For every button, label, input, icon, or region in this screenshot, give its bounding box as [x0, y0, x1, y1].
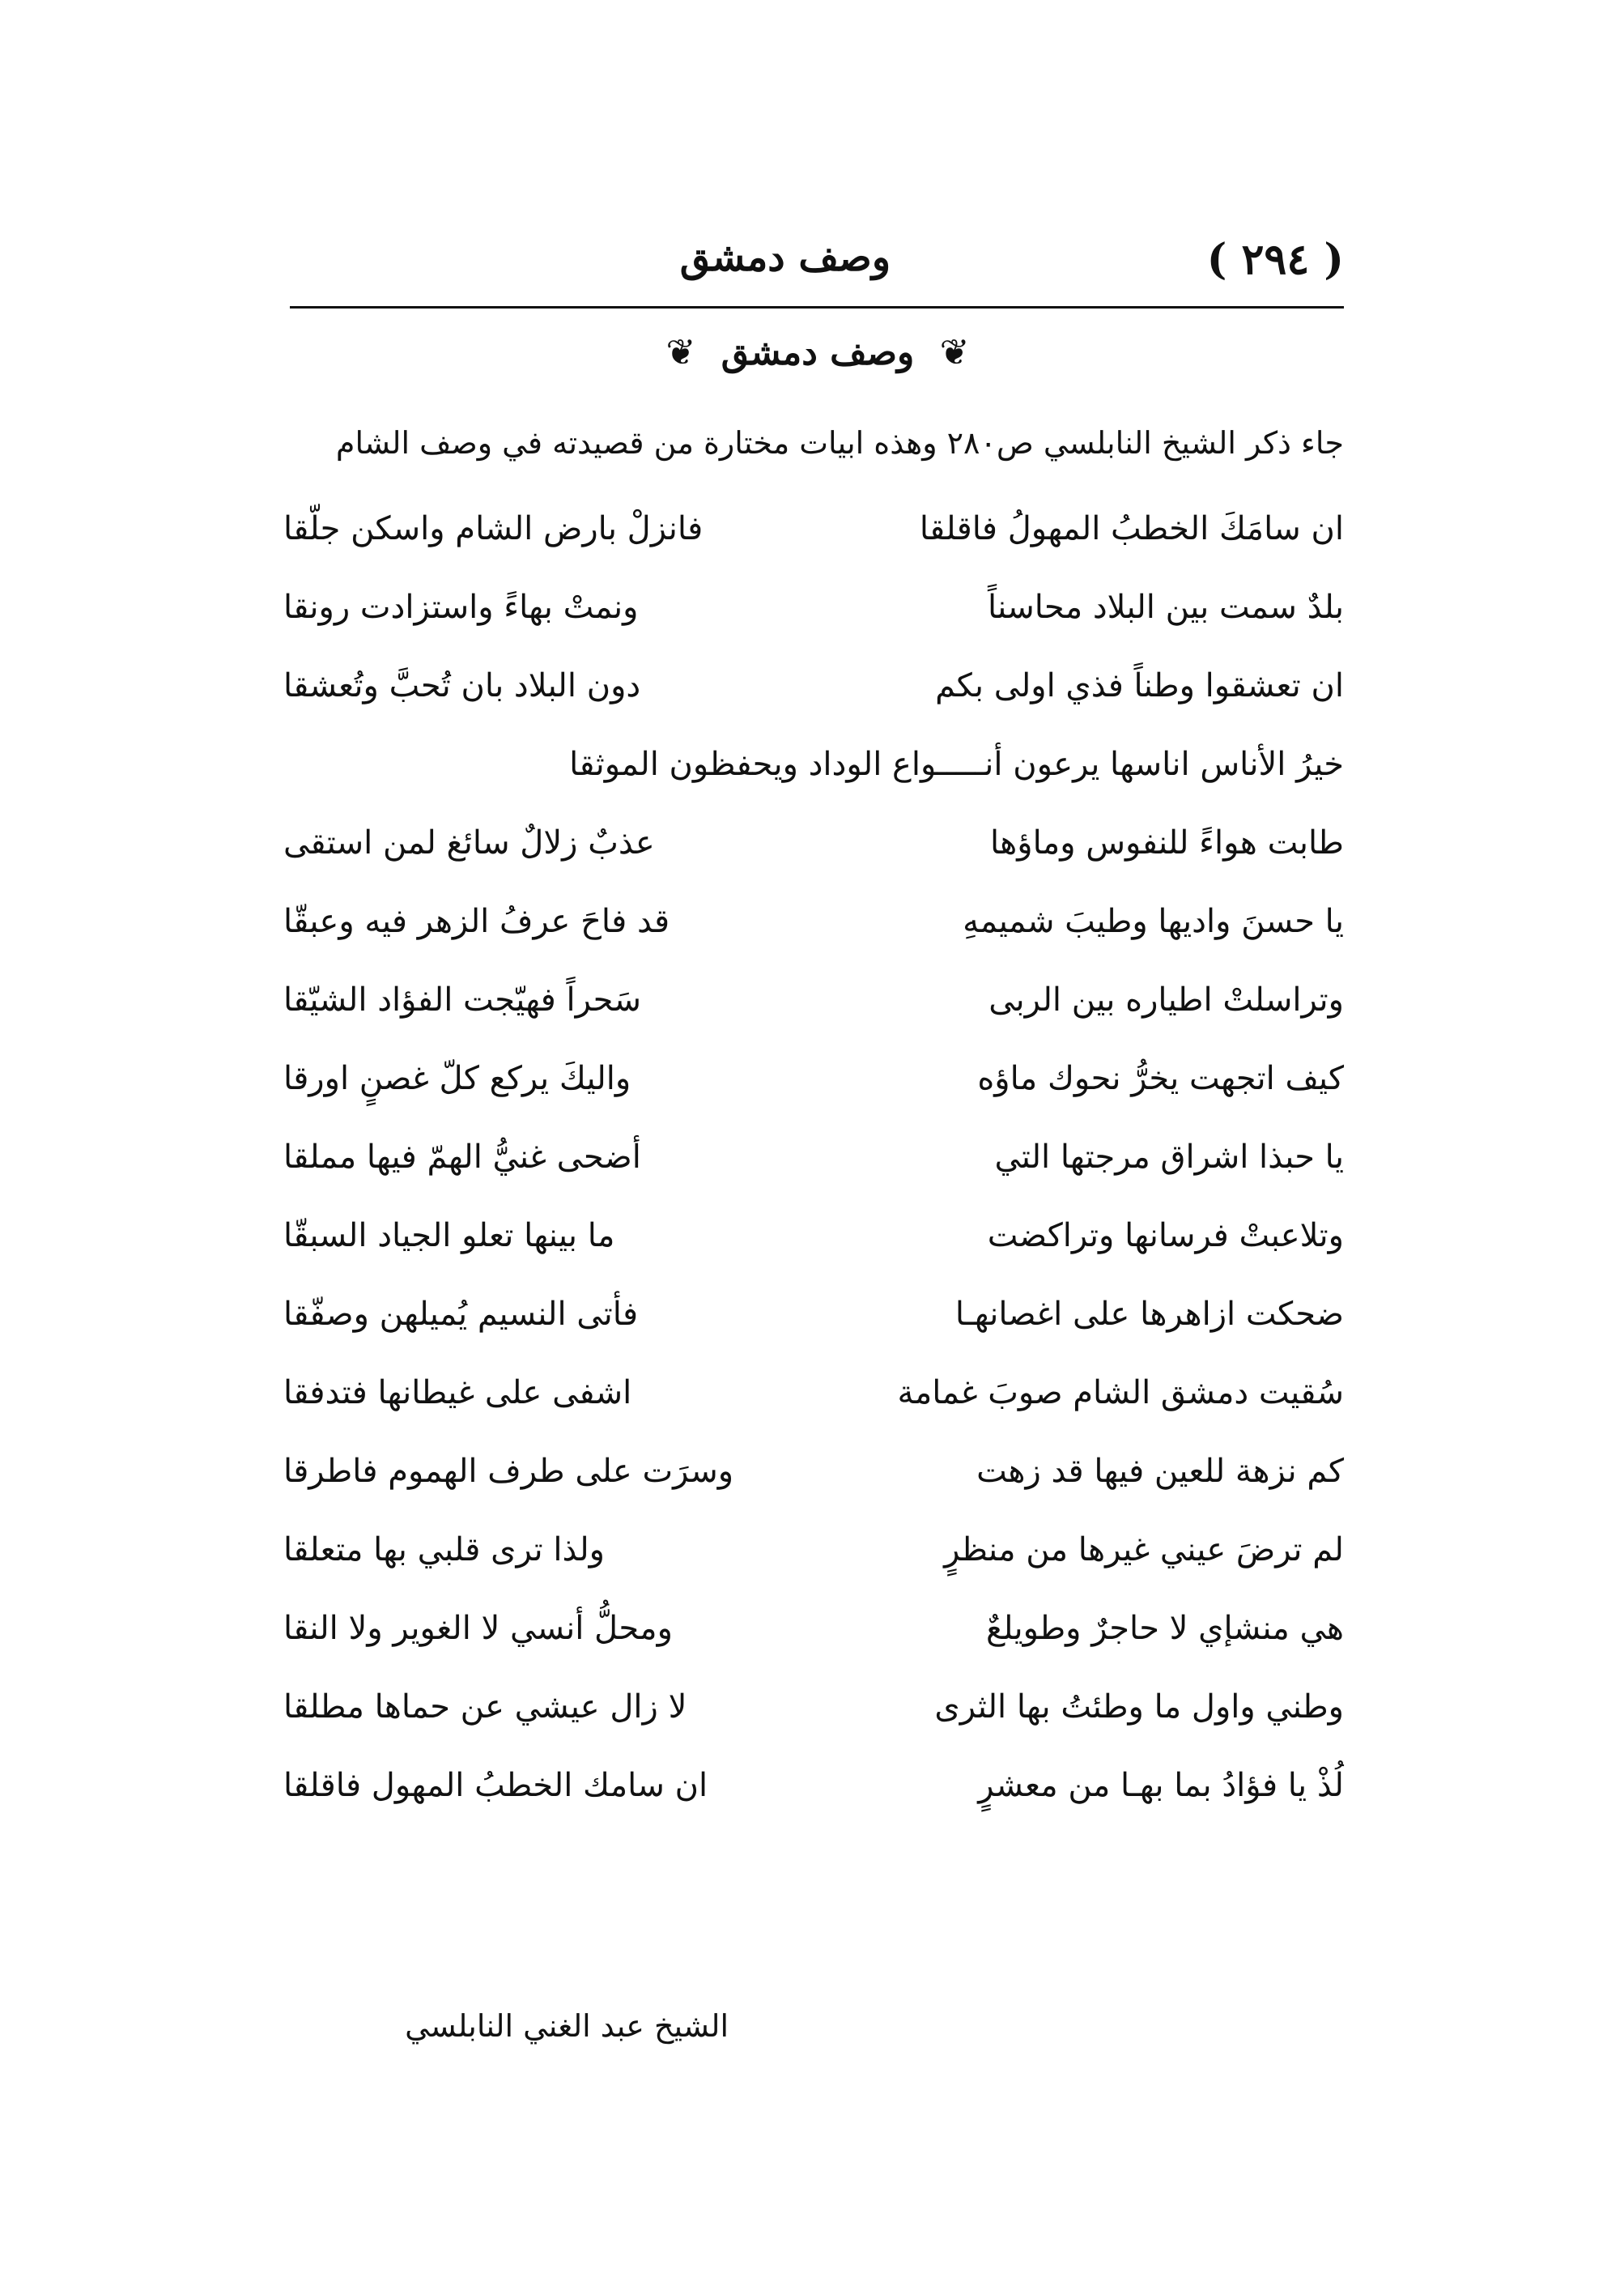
poet-signature: الشيخ عبد الغني النابلسي	[405, 2008, 729, 2044]
hemistich-first: وطني واول ما وطئتُ بها الثرى	[934, 1688, 1344, 1726]
verse	[283, 824, 1344, 903]
hemistich-second: ومحلُّ أنسي لا الغوير ولا النقا	[283, 1610, 673, 1647]
verse	[283, 1610, 1344, 1688]
poem	[283, 510, 1344, 1845]
hemistich-second: فأتى النسيم يُميلهن وصفّقا	[283, 1296, 639, 1333]
intro-paragraph: جاء ذكر الشيخ النابلسي ص٢٨٠ وهذه ابيات مختارة من قصيدته في وصف الشام	[335, 425, 1344, 461]
hemistich-first: يا حبذا اشراق مرجتها التي	[994, 1138, 1344, 1176]
section-title: وصف دمشق	[721, 332, 915, 373]
verse	[283, 1217, 1344, 1296]
hemistich-first: ضحكت ازاهرها على اغصانهـا	[954, 1296, 1344, 1333]
hemistich-second: ولذا ترى قلبي بها متعلقا	[283, 1531, 605, 1568]
verse	[283, 1296, 1344, 1374]
verse	[283, 667, 1344, 746]
verse	[283, 981, 1344, 1060]
hemistich-second: لا زال عيشي عن حماها مطلقا	[283, 1688, 687, 1726]
verse	[283, 746, 1344, 824]
hemistich-second: عذبٌ زلالٌ سائغ لمن استقى	[283, 824, 655, 862]
hemistich-second: ونمتْ بهاءً واستزادت رونقا	[283, 589, 639, 626]
verse	[283, 1531, 1344, 1610]
verse	[283, 1060, 1344, 1138]
hemistich-first: كم نزهة للعين فيها قد زهت	[976, 1453, 1344, 1490]
ornament-left-icon: ❦	[665, 332, 696, 373]
hemistich-first: ان تعشقوا وطناً فذي اولى بكم	[935, 667, 1344, 704]
hemistich-first: يا حسنَ واديها وطيبَ شميمهِ	[963, 903, 1344, 940]
header-rule	[290, 306, 1344, 309]
hemistich-first: لم ترضَ عيني غيرها من منظرٍ	[944, 1531, 1344, 1568]
verse	[283, 1688, 1344, 1767]
hemistich-second: اشفى على غيطانها فتدفقا	[283, 1374, 632, 1411]
hemistich-first: هي منشإي لا حاجرٌ وطويلعٌ	[986, 1610, 1344, 1647]
ornament-right-icon: ❦	[939, 332, 970, 373]
hemistich-second: قد فاحَ عرفُ الزهر فيه وعبقّا	[283, 903, 670, 940]
hemistich-second: واليكَ يركع كلّ غصنٍ اورقا	[283, 1060, 631, 1097]
verse	[283, 903, 1344, 981]
verse	[283, 510, 1344, 589]
hemistich-first: ان سامَكَ الخطبُ المهولُ فاقلقا	[919, 510, 1344, 547]
hemistich-first: بلدٌ سمت بين البلاد محاسناً	[987, 589, 1344, 626]
verse	[283, 1138, 1344, 1217]
hemistich-second: ما بينها تعلو الجياد السبقّا	[283, 1217, 615, 1254]
verse	[283, 589, 1344, 667]
hemistich-second: وسرَت على طرف الهموم فاطرقا	[283, 1453, 734, 1490]
hemistich-second: ان سامك الخطبُ المهول فاقلقا	[283, 1767, 708, 1804]
running-head	[291, 235, 1344, 308]
hemistich-second: فانزلْ بارض الشام واسكن جلّقا	[283, 510, 704, 547]
verse	[283, 1374, 1344, 1453]
hemistich-first: لُذْ يا فؤادُ بما بهـا من معشرٍ	[978, 1767, 1344, 1804]
page-number: ( ٢٩٤ )	[1206, 235, 1344, 284]
hemistich-first: وتراسلتْ اطياره بين الربى	[988, 981, 1344, 1019]
hemistich-first: وتلاعبتْ فرسانها وتراكضت	[987, 1217, 1344, 1254]
verse	[283, 1767, 1344, 1845]
hemistich-first: طابت هواءً للنفوس وماؤها	[989, 824, 1344, 862]
section-heading	[291, 332, 1344, 373]
hemistich-first: كيف اتجهت يخرُّ نحوك ماؤه	[977, 1060, 1344, 1097]
verse	[283, 1453, 1344, 1531]
hemistich-second: سَحراً فهيّجت الفؤاد الشيّقا	[283, 981, 641, 1019]
running-title: وصف دمشق	[679, 235, 891, 280]
hemistich-second: أضحى غنيُّ الهمّ فيها مملقا	[283, 1138, 641, 1176]
verse-continuous: خيرُ الأناس اناسها يرعون أنـــــواع الوداد ويحفظون الموثقا	[569, 746, 1344, 783]
hemistich-first: سُقيت دمشق الشام صوبَ غمامة	[897, 1374, 1344, 1411]
hemistich-second: دون البلاد بان تُحبَّ وتُعشقا	[283, 667, 641, 704]
